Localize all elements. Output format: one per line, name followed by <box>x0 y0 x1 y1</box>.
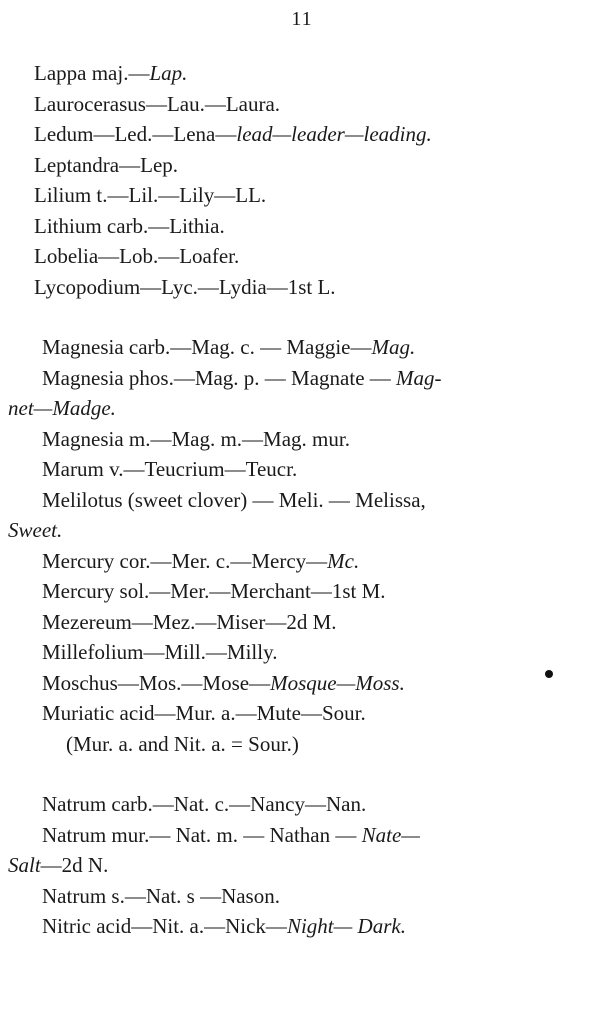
entry-magnesia-m: Magnesia m.—Mag. m.—Mag. mur. <box>42 426 350 451</box>
entry-natrum-carb: Natrum carb.—Nat. c.—Nancy—Nan. <box>42 792 367 816</box>
entry-nitric-acid: Nitric acid—Nit. a.—Nick—Night— Dark. <box>42 914 406 938</box>
entry-lilium: Lilium t.—Lil.—Lily—LL. <box>34 183 267 207</box>
entry-mezereum: Mezereum—Mez.—Miser—2d M. <box>42 609 337 634</box>
remedy-mnemonic-list <box>0 58 604 942</box>
entry-lithium: Lithium carb.—Lithia. <box>34 213 225 238</box>
entry-muriatic-note: (Mur. a. and Nit. a. = Sour.) <box>66 731 299 756</box>
entry-muriatic-acid: Muriatic acid—Mur. a.—Mute—Sour. <box>42 701 366 725</box>
entry-magnesia-phos: Magnesia phos.—Mag. p. — Magnate — Mag- <box>42 365 442 390</box>
entry-melilotus-continued: Sweet. <box>8 518 63 542</box>
ink-speck <box>545 670 553 678</box>
entry-mercury-sol: Mercury sol.—Mer.—Merchant—1st M. <box>42 579 386 603</box>
entry-millefolium: Millefolium—Mill.—Milly. <box>42 640 278 664</box>
entry-lobelia: Lobelia—Lob.—Loafer. <box>34 244 240 268</box>
section-gap <box>0 302 604 332</box>
entry-melilotus: Melilotus (sweet clover) — Meli. — Melissa, <box>42 487 426 512</box>
entry-marum: Marum v.—Teucrium—Teucr. <box>42 457 298 481</box>
entry-magnesia-carb: Magnesia carb.—Mag. c. — Maggie—Mag. <box>42 335 416 359</box>
entry-natrum-mur: Natrum mur.— Nat. m. — Nathan — Nate— <box>42 822 420 847</box>
entry-natrum-mur-continued: Salt—2d N. <box>8 853 109 877</box>
entry-magnesia-phos-continued: net—Madge. <box>8 396 116 420</box>
entry-natrum-s: Natrum s.—Nat. s —Nason. <box>42 883 280 908</box>
entry-lappa: Lappa maj.—Lap. <box>34 61 188 85</box>
entry-leptandra: Leptandra—Lep. <box>34 152 179 177</box>
entry-laurocerasus: Laurocerasus—Lau.—Laura. <box>34 91 281 116</box>
page-number: 11 <box>291 8 313 30</box>
entry-mercury-cor: Mercury cor.—Mer. c.—Mercy—Mc. <box>42 548 360 573</box>
entry-lycopodium: Lycopodium—Lyc.—Lydia—1st L. <box>34 274 336 299</box>
entry-moschus: Moschus—Mos.—Mose—Mosque—Moss. <box>42 670 405 695</box>
section-gap <box>0 759 604 789</box>
entry-ledum: Ledum—Led.—Lena—lead—leader—leading. <box>34 122 432 146</box>
